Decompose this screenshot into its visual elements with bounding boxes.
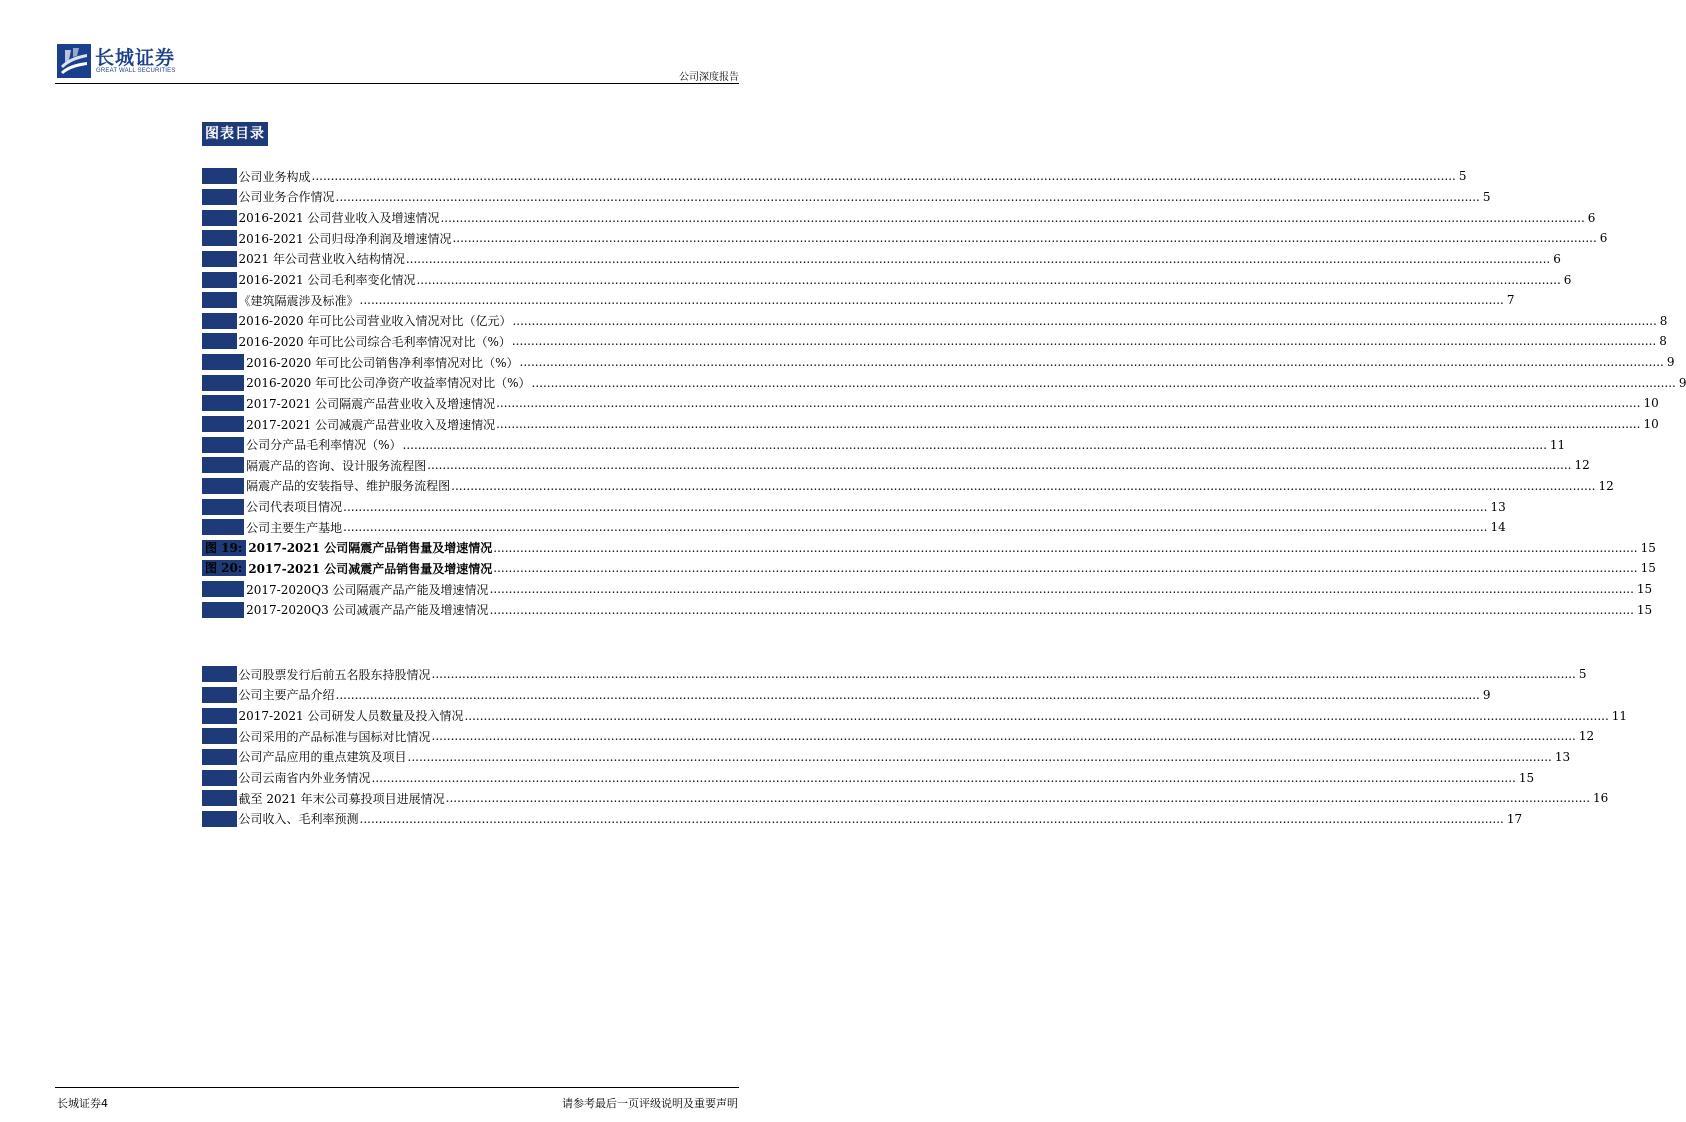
dot-leader: ............................................................................................................................................................................................................................................................................................................ xyxy=(531,375,1676,390)
report-type: 公司深度报告 xyxy=(679,72,739,83)
table-title: 公司股票发行后前五名股东持股情况 xyxy=(238,667,431,682)
company-logo xyxy=(57,44,187,78)
page-number: 12 xyxy=(1598,478,1614,493)
table-label: 表 3: xyxy=(202,708,237,724)
figure-label: 图 15: xyxy=(202,457,244,473)
page-number: 11 xyxy=(1611,708,1628,723)
page-number: 16 xyxy=(1593,791,1609,806)
table-label: 表 2: xyxy=(202,687,237,703)
dot-leader: ............................................................................................................................................................................................................................................................................................................ xyxy=(335,189,1480,204)
page-number: 10 xyxy=(1643,396,1659,411)
figure-title: 公司代表项目情况 xyxy=(246,500,343,515)
dot-leader: ............................................................................................................................................................................................................................................................................................................ xyxy=(431,729,1576,744)
logo-chinese-name: 长城证券 xyxy=(95,47,176,69)
page-number: 13 xyxy=(1554,749,1571,764)
table-title: 公司产品应用的重点建筑及项目 xyxy=(238,750,407,765)
figure-toc-entry[interactable] xyxy=(202,538,1656,559)
dot-leader: ............................................................................................................................................................................................................................................................................................................ xyxy=(371,770,1516,785)
figure-label: 图 10: xyxy=(202,354,244,370)
page-number: 12 xyxy=(1574,458,1590,473)
figure-label: 图 12: xyxy=(202,395,244,411)
dot-leader: ............................................................................................................................................................................................................................................................................................................ xyxy=(519,355,1664,370)
page-number: 8 xyxy=(1659,313,1668,328)
page-number: 8 xyxy=(1659,334,1667,349)
page-number: 12 xyxy=(1578,729,1595,744)
table-title: 公司收入、毛利率预测 xyxy=(238,812,359,827)
figure-title: 2016-2020 年可比公司净资产收益率情况对比（%） xyxy=(246,376,531,391)
figure-toc-entry[interactable] xyxy=(202,166,1467,187)
table-label: 表 5: xyxy=(202,749,237,765)
dot-leader: ............................................................................................................................................................................................................................................................................................................ xyxy=(311,169,1456,184)
figure-toc-entry[interactable] xyxy=(202,558,1656,579)
figure-label: 图 19: xyxy=(202,540,246,556)
figure-title: 2016-2020 年可比公司营业收入情况对比（亿元） xyxy=(238,314,512,329)
dot-leader: ............................................................................................................................................................................................................................................................................................................ xyxy=(493,561,1638,576)
page-number: 15 xyxy=(1640,561,1656,576)
table-label: 表 8: xyxy=(202,811,237,827)
figure-toc-entry[interactable] xyxy=(202,579,1653,600)
page-number: 9 xyxy=(1678,375,1686,390)
figure-label: 图 13: xyxy=(202,416,244,432)
figure-toc-entry[interactable] xyxy=(202,599,1653,620)
figure-label: 图 3: xyxy=(202,210,237,226)
figure-title: 2021 年公司营业收入结构情况 xyxy=(238,252,405,267)
page-number: 5 xyxy=(1458,169,1467,184)
figure-toc-entry[interactable] xyxy=(202,517,1506,538)
dot-leader: ............................................................................................................................................................................................................................................................................................................ xyxy=(511,334,1657,349)
figure-label: 图 8: xyxy=(202,313,237,329)
dot-leader: ............................................................................................................................................................................................................................................................................................................ xyxy=(405,251,1551,266)
page-number: 5 xyxy=(1482,189,1491,204)
dot-leader: ............................................................................................................................................................................................................................................................................................................ xyxy=(431,667,1576,682)
footer-disclaimer: 请参考最后一页评级说明及重要声明 xyxy=(562,1097,738,1110)
page-number: 11 xyxy=(1549,437,1566,452)
figure-title: 2017-2021 公司隔震产品营业收入及增速情况 xyxy=(246,396,496,411)
dot-leader: ............................................................................................................................................................................................................................................................................................................ xyxy=(452,231,1597,246)
figure-label: 图 5: xyxy=(202,251,237,267)
dot-leader: ............................................................................................................................................................................................................................................................................................................ xyxy=(493,540,1638,555)
table-title: 公司主要产品介绍 xyxy=(238,688,335,703)
table-toc-entry[interactable] xyxy=(202,788,1609,809)
page-header xyxy=(0,0,793,90)
table-toc-entry[interactable] xyxy=(202,705,1628,726)
page-number: 7 xyxy=(1506,293,1515,308)
figure-toc-entry[interactable] xyxy=(202,476,1614,497)
figure-label: 图 20: xyxy=(202,560,246,576)
dot-leader: ............................................................................................................................................................................................................................................................................................................ xyxy=(343,520,1488,535)
toc-title: 图表目录 xyxy=(202,122,268,146)
page-number: 5 xyxy=(1578,667,1587,682)
table-toc-entry[interactable] xyxy=(202,726,1595,747)
figure-label: 图 21: xyxy=(202,581,244,597)
figure-title: 公司业务构成 xyxy=(238,169,311,184)
table-title: 截至 2021 年末公司募投项目进展情况 xyxy=(238,791,445,806)
figure-label: 图 11: xyxy=(202,375,244,391)
figure-title: 隔震产品的安装指导、维护服务流程图 xyxy=(246,479,451,494)
figure-toc-entry[interactable] xyxy=(202,331,1667,352)
figure-title: 2016-2020 年可比公司销售净利率情况对比（%） xyxy=(246,355,519,370)
page-number: 9 xyxy=(1482,687,1491,702)
table-label: 表 1: xyxy=(202,666,237,682)
page-number: 6 xyxy=(1563,272,1572,287)
dot-leader: ............................................................................................................................................................................................................................................................................................................ xyxy=(496,417,1641,431)
table-toc-entry[interactable] xyxy=(202,664,1587,685)
table-toc-entry[interactable] xyxy=(202,747,1571,768)
page-number: 6 xyxy=(1599,231,1608,246)
table-list xyxy=(202,664,1628,829)
table-toc-entry[interactable] xyxy=(202,767,1535,788)
table-toc-entry[interactable] xyxy=(202,808,1523,829)
great-wall-logo-icon xyxy=(57,44,91,78)
figure-title: 公司业务合作情况 xyxy=(238,190,335,205)
dot-leader: ............................................................................................................................................................................................................................................................................................................ xyxy=(489,582,1634,597)
figure-toc-entry[interactable] xyxy=(202,290,1515,311)
figure-toc-entry[interactable] xyxy=(202,249,1561,270)
table-label: 表 7: xyxy=(202,790,237,806)
figure-toc-entry[interactable] xyxy=(202,455,1590,476)
figure-toc-entry[interactable] xyxy=(202,414,1659,435)
dot-leader: ............................................................................................................................................................................................................................................................................................................ xyxy=(359,811,1504,826)
page-number: 15 xyxy=(1636,582,1653,597)
figure-label: 图 2: xyxy=(202,189,237,205)
page-number: 10 xyxy=(1643,417,1659,431)
figure-toc-entry[interactable] xyxy=(202,372,1686,393)
page-number: 15 xyxy=(1636,602,1653,617)
dot-leader: ............................................................................................................................................................................................................................................................................................................ xyxy=(489,602,1634,617)
table-toc-entry[interactable] xyxy=(202,685,1491,706)
dot-leader: ............................................................................................................................................................................................................................................................................................................ xyxy=(407,749,1552,764)
dot-leader: ............................................................................................................................................................................................................................................................................................................ xyxy=(445,791,1591,806)
figure-title: 2017-2021 公司减震产品销售量及增速情况 xyxy=(248,561,493,576)
page-number: 9 xyxy=(1666,355,1675,370)
footer-divider xyxy=(55,1087,739,1088)
figure-label: 图 7: xyxy=(202,292,237,308)
page-number: 15 xyxy=(1518,770,1535,785)
figure-toc-entry[interactable] xyxy=(202,207,1596,228)
dot-leader: ............................................................................................................................................................................................................................................................................................................ xyxy=(512,313,1657,328)
dot-leader: ............................................................................................................................................................................................................................................................................................................ xyxy=(427,458,1572,473)
dot-leader: ............................................................................................................................................................................................................................................................................................................ xyxy=(335,687,1480,702)
figure-title: 2016-2021 公司归母净利润及增速情况 xyxy=(238,231,452,246)
page-number: 6 xyxy=(1553,251,1561,266)
figure-label: 图 1: xyxy=(202,168,237,184)
figure-label: 图 17: xyxy=(202,499,244,515)
page-number: 17 xyxy=(1506,811,1523,826)
figure-toc-entry[interactable] xyxy=(202,352,1675,373)
figure-title: 隔震产品的咨询、设计服务流程图 xyxy=(246,458,427,473)
dot-leader: ............................................................................................................................................................................................................................................................................................................ xyxy=(402,437,1547,452)
dot-leader: ............................................................................................................................................................................................................................................................................................................ xyxy=(496,396,1641,411)
table-title: 公司采用的产品标准与国标对比情况 xyxy=(238,729,431,744)
dot-leader: ............................................................................................................................................................................................................................................................................................................ xyxy=(451,478,1596,493)
page-number: 14 xyxy=(1490,520,1506,535)
figure-title: 2017-2020Q3 公司隔震产品产能及增速情况 xyxy=(246,582,489,597)
figure-toc-entry[interactable] xyxy=(202,228,1608,249)
dot-leader: ............................................................................................................................................................................................................................................................................................................ xyxy=(416,272,1561,287)
dot-leader: ............................................................................................................................................................................................................................................................................................................ xyxy=(343,499,1488,514)
dot-leader: ............................................................................................................................................................................................................................................................................................................ xyxy=(440,210,1585,225)
dot-leader: ............................................................................................................................................................................................................................................................................................................ xyxy=(359,293,1504,308)
figure-title: 《建筑隔震涉及标准》 xyxy=(238,293,359,308)
figure-toc-entry[interactable] xyxy=(202,434,1566,455)
header-divider xyxy=(55,83,739,84)
figure-title: 2016-2020 年可比公司综合毛利率情况对比（%） xyxy=(238,334,511,349)
page-number: 15 xyxy=(1640,540,1656,555)
table-label: 表 4: xyxy=(202,728,237,744)
figure-title: 2016-2021 公司毛利率变化情况 xyxy=(238,273,416,288)
page-number: 13 xyxy=(1490,499,1506,514)
logo-english-name: GREAT WALL SECURITIES xyxy=(96,68,176,74)
figure-toc-entry[interactable] xyxy=(202,310,1668,331)
figure-label: 图 6: xyxy=(202,272,237,288)
page-number: 6 xyxy=(1587,210,1596,225)
figure-list xyxy=(202,166,1686,620)
figure-title: 2017-2020Q3 公司减震产品产能及增速情况 xyxy=(246,603,489,618)
table-label: 表 6: xyxy=(202,770,237,786)
figure-toc-entry[interactable] xyxy=(202,269,1572,290)
figure-title: 2017-2021 公司减震产品营业收入及增速情况 xyxy=(246,417,496,432)
figure-label: 图 16: xyxy=(202,478,244,494)
figure-label: 图 18: xyxy=(202,519,244,535)
figure-toc-entry[interactable] xyxy=(202,187,1491,208)
table-title: 2017-2021 公司研发人员数量及投入情况 xyxy=(238,709,464,724)
dot-leader: ............................................................................................................................................................................................................................................................................................................ xyxy=(464,708,1609,723)
table-title: 公司云南省内外业务情况 xyxy=(238,771,371,786)
figure-label: 图 4: xyxy=(202,230,237,246)
figure-title: 2016-2021 公司营业收入及增速情况 xyxy=(238,211,440,226)
figure-label: 图 9: xyxy=(202,333,237,349)
figure-title: 公司分产品毛利率情况（%） xyxy=(246,438,402,453)
figure-title: 公司主要生产基地 xyxy=(246,520,343,535)
figure-title: 2017-2021 公司隔震产品销售量及增速情况 xyxy=(248,541,493,556)
figure-toc-entry[interactable] xyxy=(202,393,1659,414)
footer-company: 长城证券4 xyxy=(57,1097,108,1110)
figure-label: 图 22: xyxy=(202,602,244,618)
figure-toc-entry[interactable] xyxy=(202,496,1506,517)
figure-label: 图 14: xyxy=(202,437,244,453)
